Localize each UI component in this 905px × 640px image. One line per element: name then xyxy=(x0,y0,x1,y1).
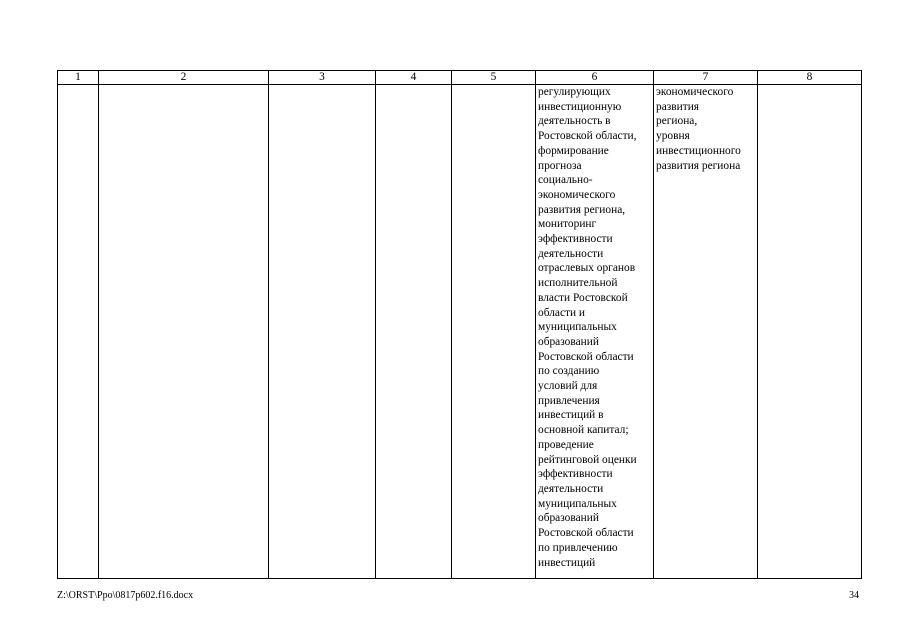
cell-text-line: муниципальных xyxy=(538,321,617,334)
cell-text-line: по привлечению xyxy=(538,541,618,554)
cell-text-line: развития xyxy=(656,100,700,113)
cell-text-line: условий для xyxy=(538,380,598,393)
cell-col-5 xyxy=(452,85,536,579)
column-header-6: 6 xyxy=(536,71,654,85)
cell-text-line: образований xyxy=(538,512,599,525)
cell-text-line: уровня xyxy=(656,130,690,143)
column-header-4: 4 xyxy=(376,71,452,85)
column-header-1: 1 xyxy=(58,71,99,85)
cell-text-line: Ростовской области, xyxy=(538,130,637,143)
cell-text-line: региона, xyxy=(656,115,698,128)
cell-text-line: Ростовской области xyxy=(538,350,634,363)
cell-text-line: образований xyxy=(538,335,599,348)
cell-text-line: прогноза xyxy=(538,159,582,172)
column-header-8: 8 xyxy=(758,71,862,85)
cell-col-4 xyxy=(376,85,452,579)
cell-col-8 xyxy=(758,85,862,579)
cell-text-line: формирование xyxy=(538,144,609,157)
cell-text-line: деятельности xyxy=(538,247,604,260)
cell-text-line: власти Ростовской xyxy=(538,291,628,304)
cell-text-line: проведение xyxy=(538,438,594,451)
cell-text-line: экономического xyxy=(538,188,616,201)
cell-text-line: привлечения xyxy=(538,394,600,407)
cell-text-line: исполнительной xyxy=(538,277,618,290)
cell-text-line: инвестиций в xyxy=(538,409,604,422)
cell-text-line: инвестиционную xyxy=(538,100,622,113)
cell-text-line: инвестиций xyxy=(538,556,596,569)
cell-text-line: области и xyxy=(538,306,586,319)
cell-col-6-description xyxy=(536,85,654,579)
cell-text-line: по созданию xyxy=(538,365,600,378)
column-header-7: 7 xyxy=(654,71,758,85)
footer-file-path: Z:\ORST\Ppo\0817p602.f16.docx xyxy=(57,590,194,601)
cell-text-line: основной капитал; xyxy=(538,424,629,437)
column-header-3: 3 xyxy=(269,71,376,85)
cell-text-line: деятельности xyxy=(538,482,604,495)
cell-text-line: деятельность в xyxy=(538,115,611,128)
data-table xyxy=(57,70,862,579)
cell-col-3 xyxy=(269,85,376,579)
page-number: 34 xyxy=(849,590,859,601)
cell-text-line: социально- xyxy=(538,174,593,187)
cell-text-line: Ростовской области xyxy=(538,527,634,540)
cell-col-1 xyxy=(58,85,99,579)
cell-text-line: инвестиционного xyxy=(656,144,741,157)
cell-text-line: развития региона, xyxy=(538,203,626,216)
cell-text-line: развития региона xyxy=(656,159,741,172)
cell-text-line: мониторинг xyxy=(538,218,597,231)
table-row xyxy=(58,85,862,579)
cell-text-line: эффективности xyxy=(538,468,613,481)
cell-text-line: отраслевых органов xyxy=(538,262,636,275)
column-header-2: 2 xyxy=(99,71,269,85)
cell-col-7-indicators xyxy=(654,85,758,579)
column-header-5: 5 xyxy=(452,71,536,85)
cell-text-line: эффективности xyxy=(538,233,613,246)
cell-text-line: муниципальных xyxy=(538,497,617,510)
header-row xyxy=(58,71,862,85)
cell-text-line: регулирующих xyxy=(538,86,611,98)
cell-col-2 xyxy=(99,85,269,579)
cell-text-line: экономического xyxy=(656,86,734,98)
cell-text-line: рейтинговой оценки xyxy=(538,453,637,466)
